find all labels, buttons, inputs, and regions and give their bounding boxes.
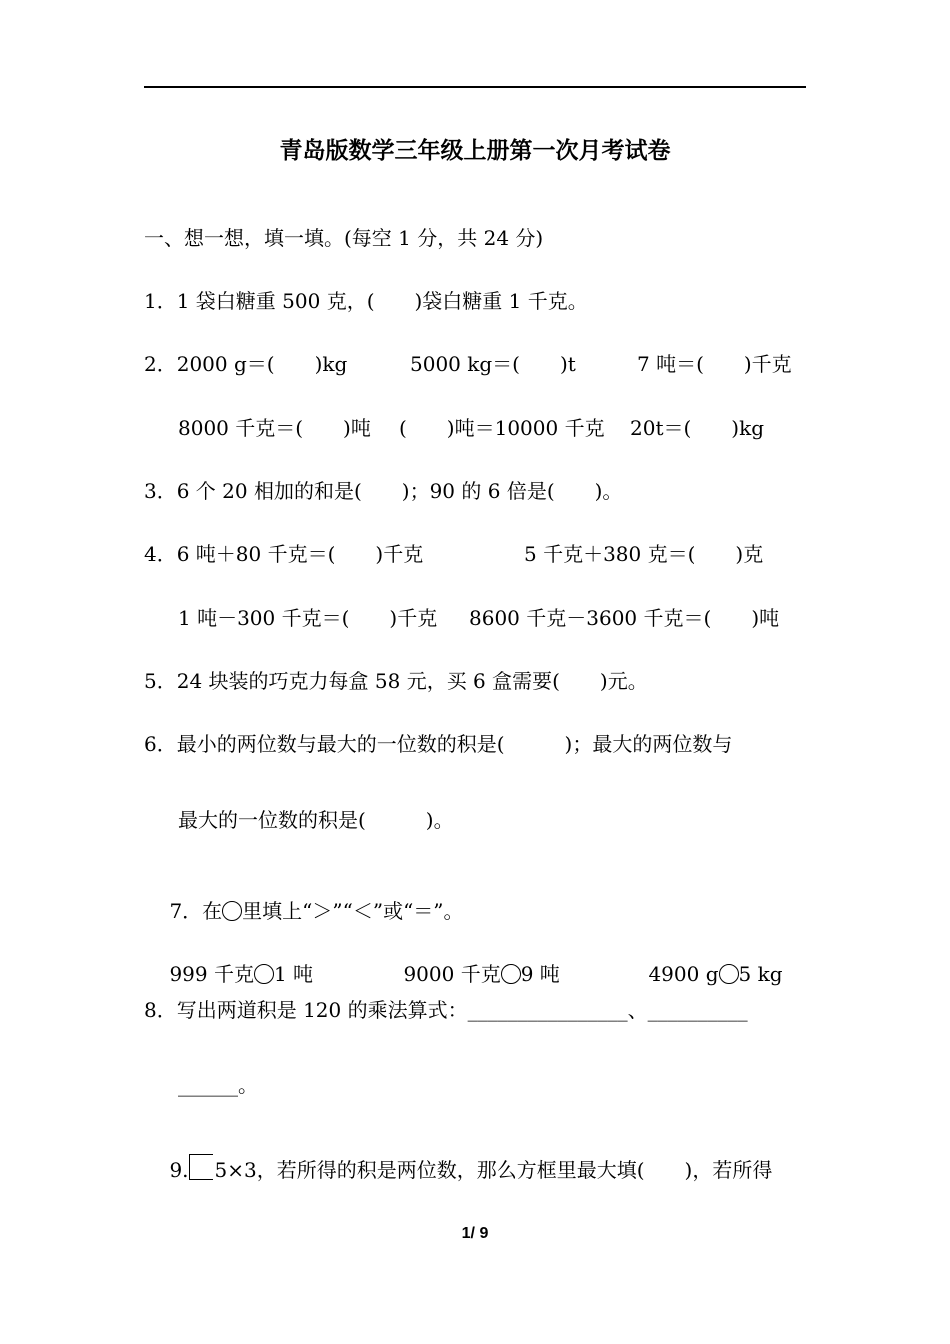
question-2-d: 8000 千克＝( )吨 (178, 416, 371, 440)
compare-3-left: 4900 g (648, 962, 719, 986)
compare-circle-icon (222, 901, 242, 921)
question-4-d: 8600 千克－3600 千克＝( )吨 (469, 606, 780, 630)
question-7-prefix: 7．在 (169, 899, 223, 923)
question-1: 1．1 袋白糖重 500 克，( )袋白糖重 1 千克。 (144, 289, 588, 313)
page-title: 青岛版数学三年级上册第一次月考试卷 (279, 137, 671, 164)
question-5: 5．24 块装的巧克力每盒 58 元，买 6 盒需要( )元。 (144, 669, 648, 693)
question-2-b: 5000 kg＝( )t (410, 352, 576, 376)
compare-1-left: 999 千克 (169, 962, 254, 986)
compare-1-right: 1 吨 (273, 962, 314, 986)
question-9-number: 9. (169, 1158, 189, 1182)
question-4-c: 1 吨－300 千克＝( )千克 (178, 606, 438, 630)
question-8-line1: 8．写出两道积是 120 的乘法算式：________________、__________ (144, 998, 748, 1022)
question-9 (144, 1126, 772, 1212)
question-2-f: 20t＝( )kg (630, 416, 765, 440)
question-9-text: 5×3，若所得的积是两位数，那么方框里最大填( )，若所得 (214, 1158, 773, 1182)
compare-circle-2-icon (501, 964, 521, 984)
current-page: 1 (461, 1225, 471, 1242)
compare-circle-3-icon (719, 964, 739, 984)
digit-box-icon (189, 1154, 213, 1180)
header-rule (144, 86, 806, 88)
question-4-b: 5 千克＋380 克＝( )克 (524, 542, 764, 566)
page-separator: / (470, 1225, 475, 1242)
section-heading: 一、想一想，填一填。(每空 1 分，共 24 分) (144, 226, 544, 250)
page-number (0, 1225, 950, 1243)
question-6-line1: 6．最小的两位数与最大的一位数的积是( )；最大的两位数与 (144, 732, 733, 756)
compare-2-right: 9 吨 (520, 962, 560, 986)
compare-2-left: 9000 千克 (403, 962, 501, 986)
compare-3-right: 5 kg (738, 962, 783, 986)
question-3: 3．6 个 20 相加的和是( )；90 的 6 倍是( )。 (144, 479, 623, 503)
question-2-e: ( )吨＝10000 千克 (399, 416, 605, 440)
question-7-instruction: 里填上“＞”“＜”或“＝”。 (242, 899, 464, 923)
question-6-line2: 最大的一位数的积是( )。 (178, 808, 454, 832)
total-pages: 9 (479, 1225, 489, 1242)
question-2-a: 2．2000 g＝( )kg (144, 352, 348, 376)
question-8-line2: ______。 (178, 1073, 258, 1097)
question-4-a: 4．6 吨＋80 千克＝( )千克 (144, 542, 424, 566)
compare-circle-1-icon (254, 964, 274, 984)
question-2-c: 7 吨＝( )千克 (637, 352, 792, 376)
